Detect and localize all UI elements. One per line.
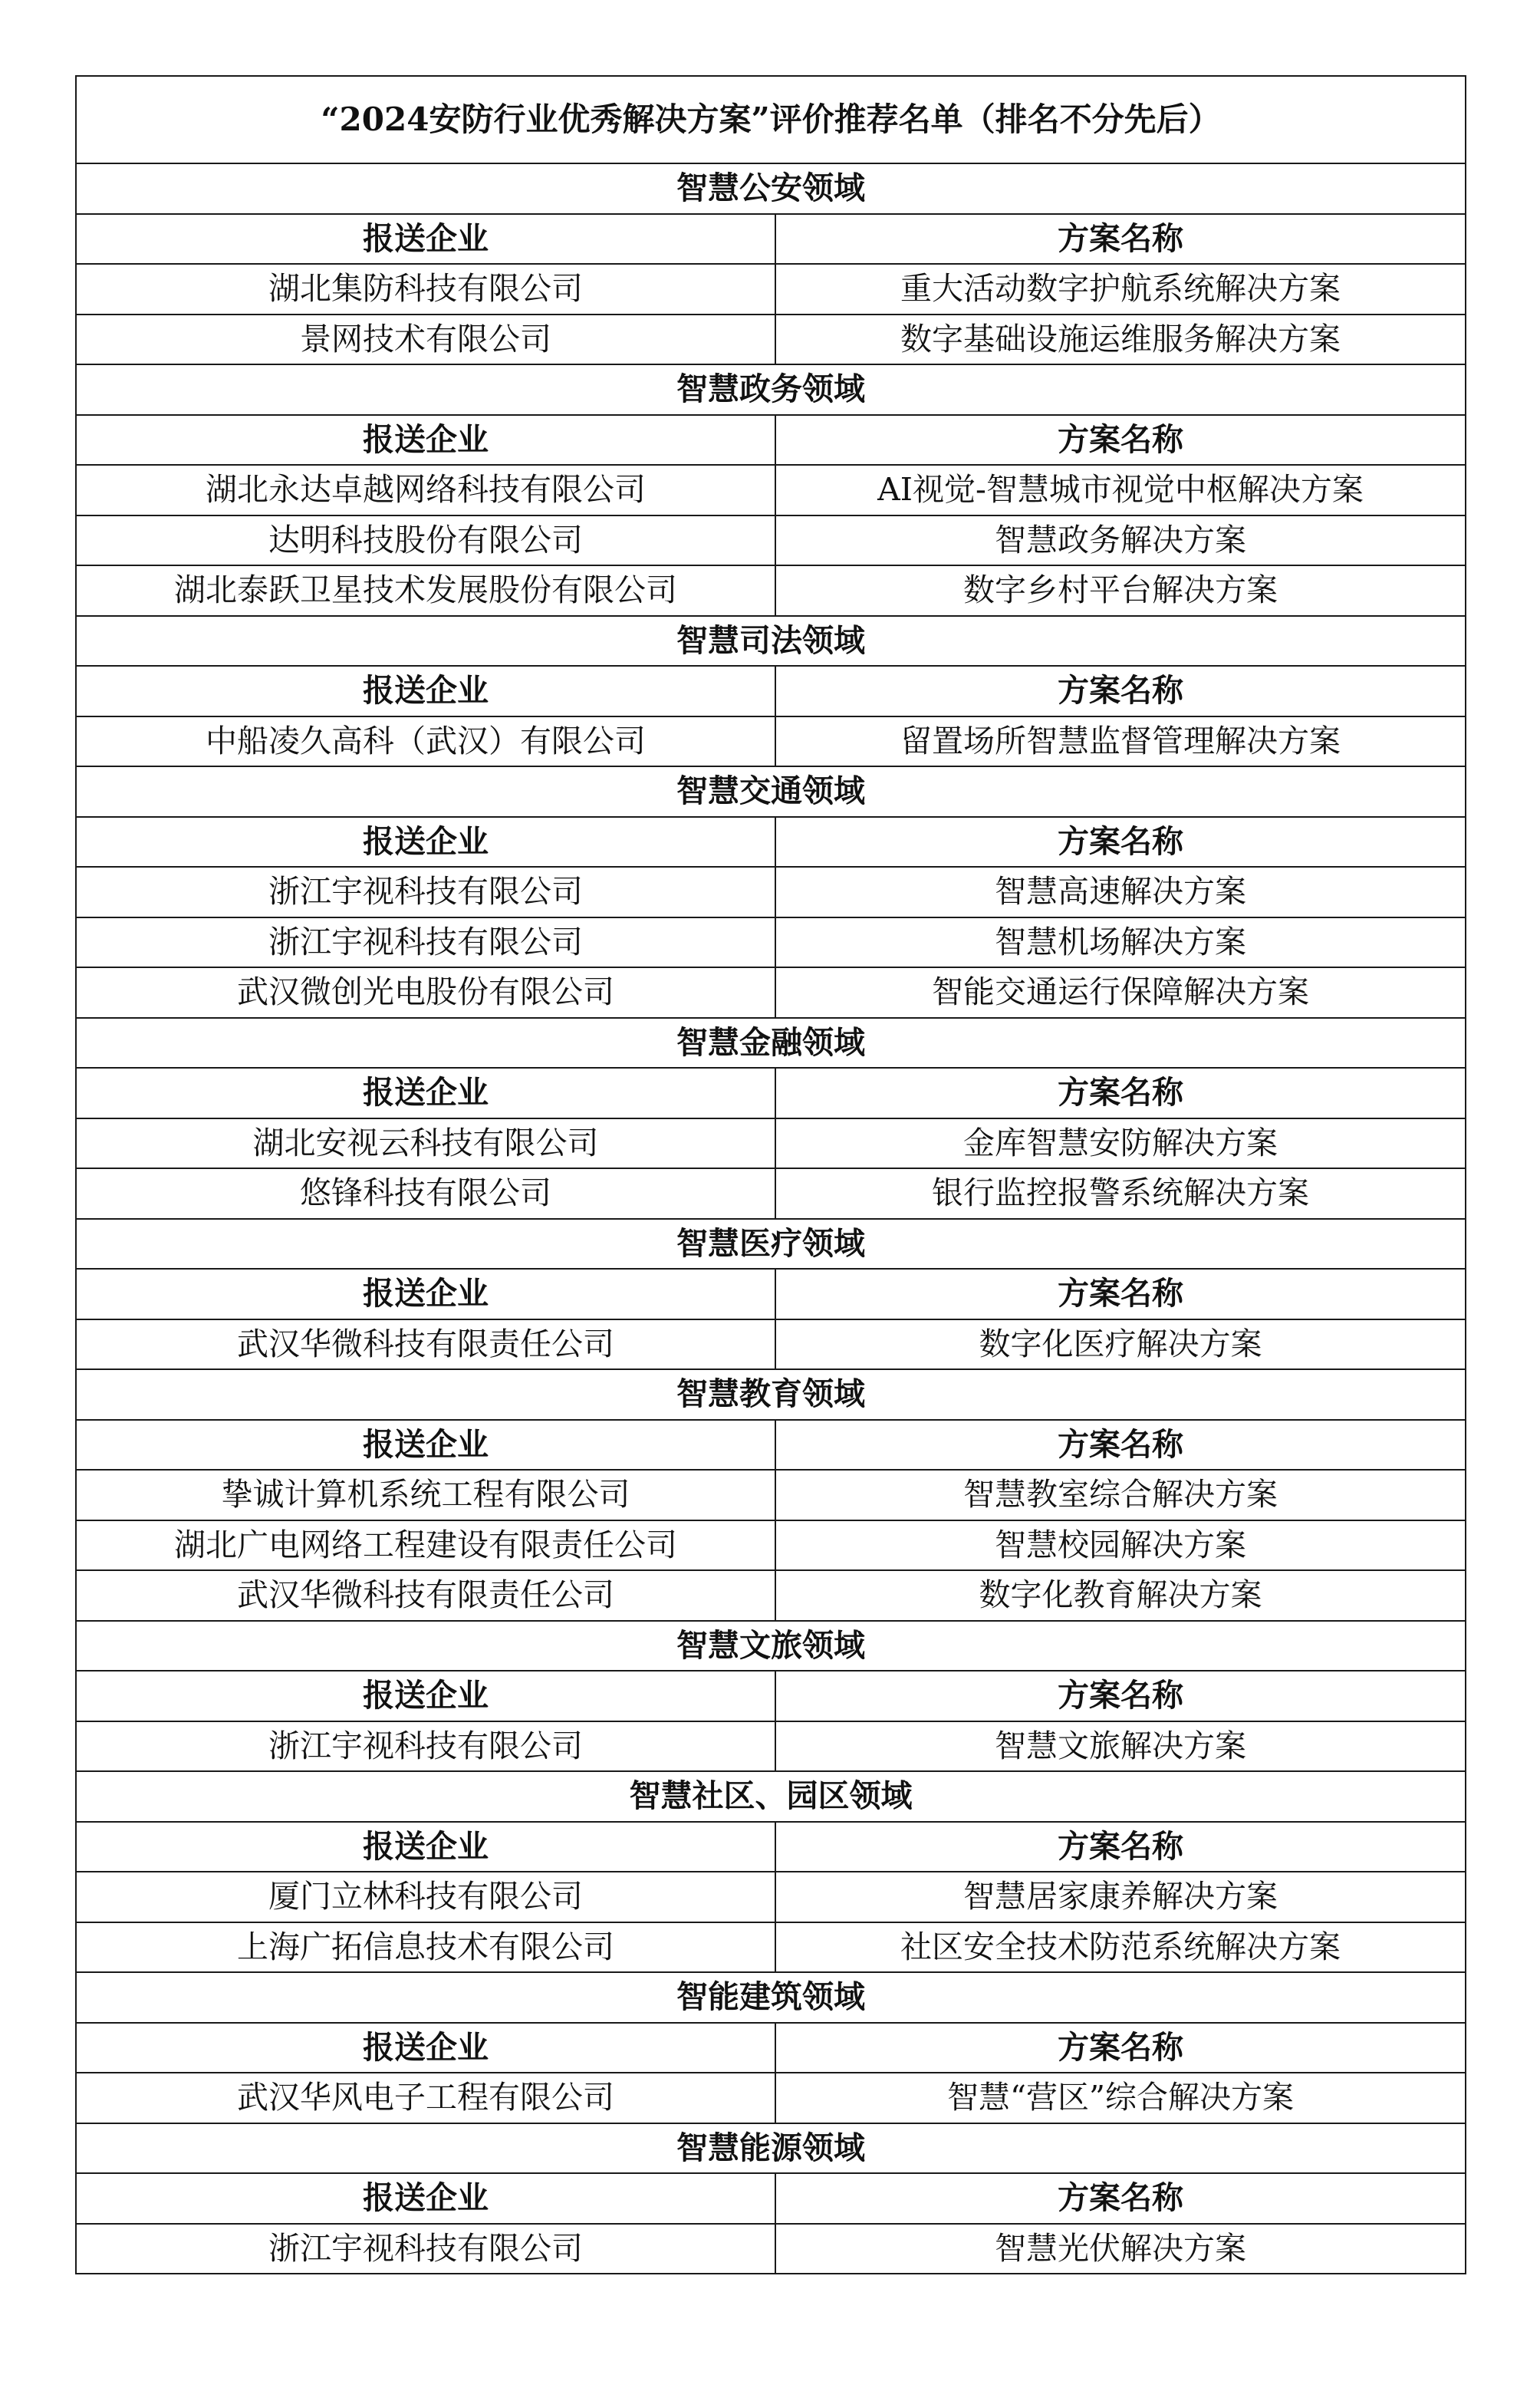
company-cell: 景网技术有限公司 — [76, 315, 775, 365]
section-title: 智能建筑领域 — [76, 1972, 1466, 2023]
company-cell: 湖北广电网络工程建设有限责任公司 — [76, 1520, 775, 1571]
solution-column-header: 方案名称 — [775, 817, 1466, 868]
solution-cell: 智慧文旅解决方案 — [775, 1721, 1466, 1772]
table-row — [76, 465, 1466, 515]
section-heading-row — [76, 1972, 1466, 2023]
company-cell: 湖北永达卓越网络科技有限公司 — [76, 465, 775, 515]
section-heading-row — [76, 1771, 1466, 1822]
table-row — [76, 515, 1466, 566]
section-title: 智慧金融领域 — [76, 1018, 1466, 1069]
section-heading-row — [76, 1369, 1466, 1420]
section-title: 智慧司法领域 — [76, 616, 1466, 667]
solution-cell: 金库智慧安防解决方案 — [775, 1118, 1466, 1169]
table-row — [76, 1319, 1466, 1370]
section-heading-row — [76, 2123, 1466, 2174]
solution-cell: 数字乡村平台解决方案 — [775, 565, 1466, 616]
company-column-header: 报送企业 — [76, 2173, 775, 2224]
table-row — [76, 2224, 1466, 2274]
company-column-header: 报送企业 — [76, 214, 775, 265]
solution-column-header: 方案名称 — [775, 1269, 1466, 1319]
solution-cell: 智慧居家康养解决方案 — [775, 1872, 1466, 1922]
solution-cell: 智慧机场解决方案 — [775, 917, 1466, 968]
company-cell: 悠锋科技有限公司 — [76, 1168, 775, 1219]
company-cell: 厦门立林科技有限公司 — [76, 1872, 775, 1922]
table-row — [76, 565, 1466, 616]
column-header-row — [76, 1420, 1466, 1471]
document-title: “2024安防行业优秀解决方案”评价推荐名单（排名不分先后） — [76, 76, 1466, 163]
company-column-header: 报送企业 — [76, 817, 775, 868]
section-heading-row — [76, 1219, 1466, 1270]
table-row — [76, 1872, 1466, 1922]
company-cell: 中船凌久高科（武汉）有限公司 — [76, 716, 775, 767]
table-row — [76, 716, 1466, 767]
solution-cell: 数字化医疗解决方案 — [775, 1319, 1466, 1370]
solution-cell: 智慧光伏解决方案 — [775, 2224, 1466, 2274]
section-title: 智慧交通领域 — [76, 766, 1466, 817]
company-cell: 武汉华微科技有限责任公司 — [76, 1319, 775, 1370]
column-header-row — [76, 1269, 1466, 1319]
section-title: 智慧能源领域 — [76, 2123, 1466, 2174]
solution-column-header: 方案名称 — [775, 415, 1466, 466]
company-cell: 湖北集防科技有限公司 — [76, 264, 775, 315]
company-cell: 达明科技股份有限公司 — [76, 515, 775, 566]
solution-cell: 智慧校园解决方案 — [775, 1520, 1466, 1571]
solution-column-header: 方案名称 — [775, 1671, 1466, 1721]
company-cell: 浙江宇视科技有限公司 — [76, 867, 775, 917]
section-heading-row — [76, 1018, 1466, 1069]
solution-cell: 智慧政务解决方案 — [775, 515, 1466, 566]
section-heading-row — [76, 616, 1466, 667]
solution-cell: 智能交通运行保障解决方案 — [775, 967, 1466, 1018]
company-cell: 湖北泰跃卫星技术发展股份有限公司 — [76, 565, 775, 616]
solution-cell: 数字化教育解决方案 — [775, 1570, 1466, 1621]
solution-cell: 数字基础设施运维服务解决方案 — [775, 315, 1466, 365]
company-cell: 浙江宇视科技有限公司 — [76, 917, 775, 968]
table-row — [76, 917, 1466, 968]
solution-column-header: 方案名称 — [775, 214, 1466, 265]
company-column-header: 报送企业 — [76, 666, 775, 716]
solution-cell: 重大活动数字护航系统解决方案 — [775, 264, 1466, 315]
solution-cell: AI视觉-智慧城市视觉中枢解决方案 — [775, 465, 1466, 515]
column-header-row — [76, 2023, 1466, 2073]
section-heading-row — [76, 163, 1466, 214]
company-column-header: 报送企业 — [76, 2023, 775, 2073]
solution-column-header: 方案名称 — [775, 1420, 1466, 1471]
company-cell: 武汉华微科技有限责任公司 — [76, 1570, 775, 1621]
company-column-header: 报送企业 — [76, 1068, 775, 1118]
table-row — [76, 1118, 1466, 1169]
solution-column-header: 方案名称 — [775, 1068, 1466, 1118]
table-body — [76, 76, 1466, 2274]
company-cell: 上海广拓信息技术有限公司 — [76, 1922, 775, 1973]
company-column-header: 报送企业 — [76, 1822, 775, 1872]
company-column-header: 报送企业 — [76, 1269, 775, 1319]
company-column-header: 报送企业 — [76, 1671, 775, 1721]
company-column-header: 报送企业 — [76, 415, 775, 466]
solution-column-header: 方案名称 — [775, 666, 1466, 716]
section-heading-row — [76, 766, 1466, 817]
company-cell: 武汉华风电子工程有限公司 — [76, 2073, 775, 2123]
solution-cell: 社区安全技术防范系统解决方案 — [775, 1922, 1466, 1973]
recommendation-table — [75, 75, 1466, 2274]
column-header-row — [76, 666, 1466, 716]
column-header-row — [76, 1671, 1466, 1721]
table-row — [76, 1721, 1466, 1772]
table-row — [76, 264, 1466, 315]
column-header-row — [76, 415, 1466, 466]
company-column-header: 报送企业 — [76, 1420, 775, 1471]
table-row — [76, 967, 1466, 1018]
company-cell: 湖北安视云科技有限公司 — [76, 1118, 775, 1169]
table-row — [76, 1520, 1466, 1571]
solution-cell: 智慧高速解决方案 — [775, 867, 1466, 917]
section-heading-row — [76, 364, 1466, 415]
solution-column-header: 方案名称 — [775, 2023, 1466, 2073]
solution-cell: 银行监控报警系统解决方案 — [775, 1168, 1466, 1219]
table-row — [76, 315, 1466, 365]
solution-cell: 留置场所智慧监督管理解决方案 — [775, 716, 1466, 767]
table-row — [76, 1922, 1466, 1973]
column-header-row — [76, 1068, 1466, 1118]
title-row — [76, 76, 1466, 163]
section-title: 智慧政务领域 — [76, 364, 1466, 415]
table-row — [76, 1168, 1466, 1219]
column-header-row — [76, 1822, 1466, 1872]
section-title: 智慧文旅领域 — [76, 1621, 1466, 1671]
solution-cell: 智慧“营区”综合解决方案 — [775, 2073, 1466, 2123]
section-title: 智慧教育领域 — [76, 1369, 1466, 1420]
company-cell: 浙江宇视科技有限公司 — [76, 1721, 775, 1772]
solution-column-header: 方案名称 — [775, 2173, 1466, 2224]
column-header-row — [76, 817, 1466, 868]
company-cell: 武汉微创光电股份有限公司 — [76, 967, 775, 1018]
column-header-row — [76, 214, 1466, 265]
table-row — [76, 867, 1466, 917]
solution-cell: 智慧教室综合解决方案 — [775, 1470, 1466, 1520]
section-title: 智慧公安领域 — [76, 163, 1466, 214]
section-title: 智慧医疗领域 — [76, 1219, 1466, 1270]
table-row — [76, 2073, 1466, 2123]
section-title: 智慧社区、园区领域 — [76, 1771, 1466, 1822]
company-cell: 挚诚计算机系统工程有限公司 — [76, 1470, 775, 1520]
column-header-row — [76, 2173, 1466, 2224]
solution-column-header: 方案名称 — [775, 1822, 1466, 1872]
section-heading-row — [76, 1621, 1466, 1671]
table-row — [76, 1470, 1466, 1520]
table-row — [76, 1570, 1466, 1621]
company-cell: 浙江宇视科技有限公司 — [76, 2224, 775, 2274]
